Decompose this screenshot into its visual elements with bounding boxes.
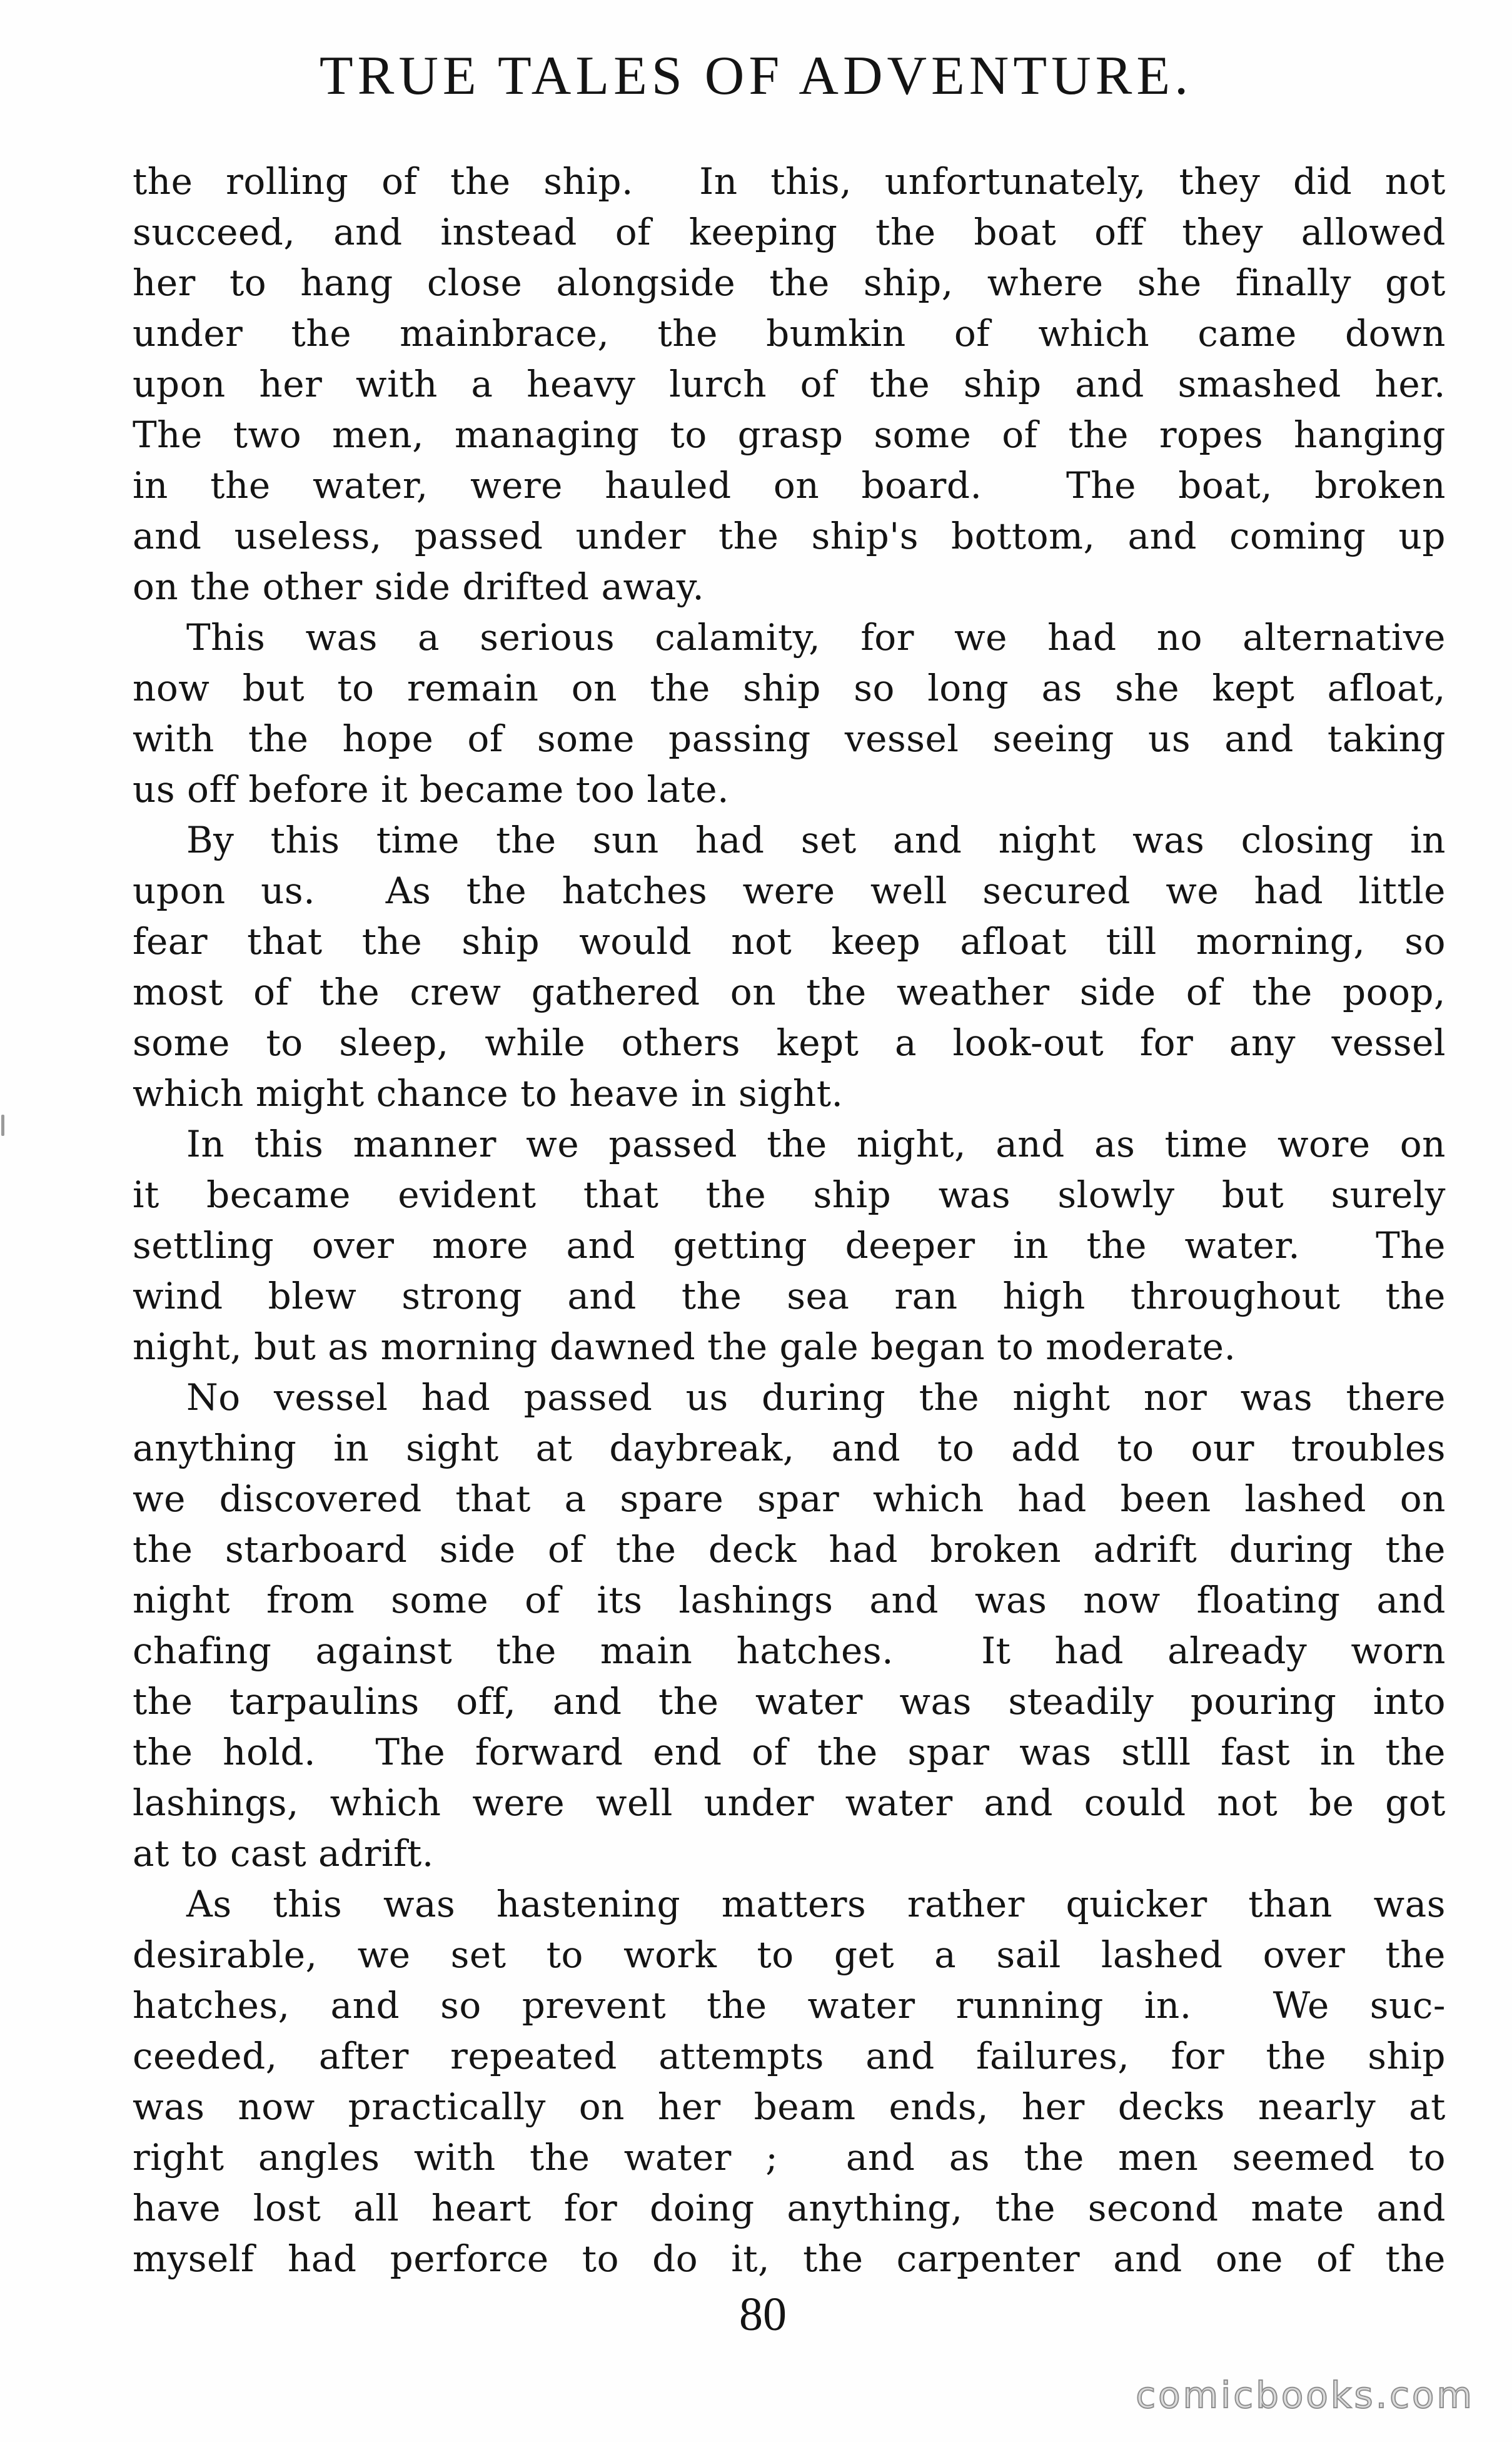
text-line: it became evident that the ship was slowly but surely: [133, 1173, 1446, 1216]
paragraph-first-line: No vessel had passed us during the night nor was there: [186, 1376, 1446, 1419]
text-line: the rolling of the ship. In this, unfortunately, they did not: [133, 160, 1446, 203]
paragraph-first-line: This was a serious calamity, for we had no alternative: [186, 616, 1446, 659]
text-line: some to sleep, while others kept a look-out for any vessel: [133, 1021, 1446, 1064]
text-line: we discovered that a spare spar which had been lashed on: [133, 1477, 1446, 1520]
text-line: at to cast adrift.: [133, 1832, 434, 1875]
text-line: her to hang close alongside the ship, where she finally got: [133, 261, 1446, 304]
text-line: the starboard side of the deck had broken adrift during the: [133, 1528, 1446, 1571]
text-line: have lost all heart for doing anything, the second mate and: [133, 2187, 1446, 2229]
text-line: was now practically on her beam ends, her decks nearly at: [133, 2085, 1446, 2128]
text-line: The two men, managing to grasp some of the ropes hanging: [133, 413, 1446, 456]
paragraph-first-line: By this time the sun had set and night was closing in: [186, 819, 1446, 861]
text-line: upon us. As the hatches were well secured we had little: [133, 869, 1446, 912]
text-line: desirable, we set to work to get a sail lashed over the: [133, 1933, 1446, 1976]
text-line: succeed, and instead of keeping the boat off they allowed: [133, 211, 1446, 253]
text-line: anything in sight at daybreak, and to add to our troubles: [133, 1427, 1446, 1469]
text-line: wind blew strong and the sea ran high throughout the: [133, 1275, 1446, 1317]
margin-mark: [1, 1115, 4, 1136]
text-line: which might chance to heave in sight.: [133, 1072, 844, 1115]
paragraph-first-line: In this manner we passed the night, and as time wore on: [186, 1123, 1446, 1165]
page-number: 80: [739, 2288, 787, 2341]
text-line: hatches, and so prevent the water running in. We suc-: [133, 1984, 1446, 2027]
text-line: most of the crew gathered on the weather side of the poop,: [133, 971, 1446, 1013]
text-line: lashings, which were well under water and could not be got: [133, 1781, 1446, 1824]
text-line: and useless, passed under the ship's bottom, and coming up: [133, 515, 1446, 557]
text-line: now but to remain on the ship so long as she kept afloat,: [133, 667, 1446, 709]
text-line: fear that the ship would not keep afloat till morning, so: [133, 920, 1446, 963]
text-line: us off before it became too late.: [133, 768, 730, 811]
body-text: [133, 156, 1446, 2284]
text-line: under the mainbrace, the bumkin of which came down: [133, 312, 1446, 355]
text-line: chafing against the main hatches. It had already worn: [133, 1629, 1446, 1672]
text-line: the hold. The forward end of the spar was stlll fast in the: [133, 1731, 1446, 1773]
watermark-logo: comicbooks.com: [1136, 2374, 1474, 2416]
text-line: with the hope of some passing vessel seeing us and taking: [133, 717, 1446, 760]
paragraph-first-line: As this was hastening matters rather quicker than was: [186, 1883, 1446, 1925]
text-line: upon her with a heavy lurch of the ship and smashed her.: [133, 363, 1446, 405]
text-line: night from some of its lashings and was now floating and: [133, 1579, 1446, 1621]
text-line: the tarpaulins off, and the water was steadily pouring into: [133, 1680, 1446, 1723]
running-head: TRUE TALES OF ADVENTURE.: [319, 46, 1193, 106]
text-line: in the water, were hauled on board. The boat, broken: [133, 464, 1446, 507]
text-line: on the other side drifted away.: [133, 565, 705, 608]
text-line: night, but as morning dawned the gale began to moderate.: [133, 1325, 1236, 1368]
text-line: ceeded, after repeated attempts and failures, for the ship: [133, 2035, 1446, 2077]
text-line: myself had perforce to do it, the carpenter and one of the: [133, 2237, 1446, 2280]
text-line: settling over more and getting deeper in the water. The: [133, 1224, 1446, 1267]
text-line: right angles with the water ; and as the men seemed to: [133, 2136, 1446, 2179]
